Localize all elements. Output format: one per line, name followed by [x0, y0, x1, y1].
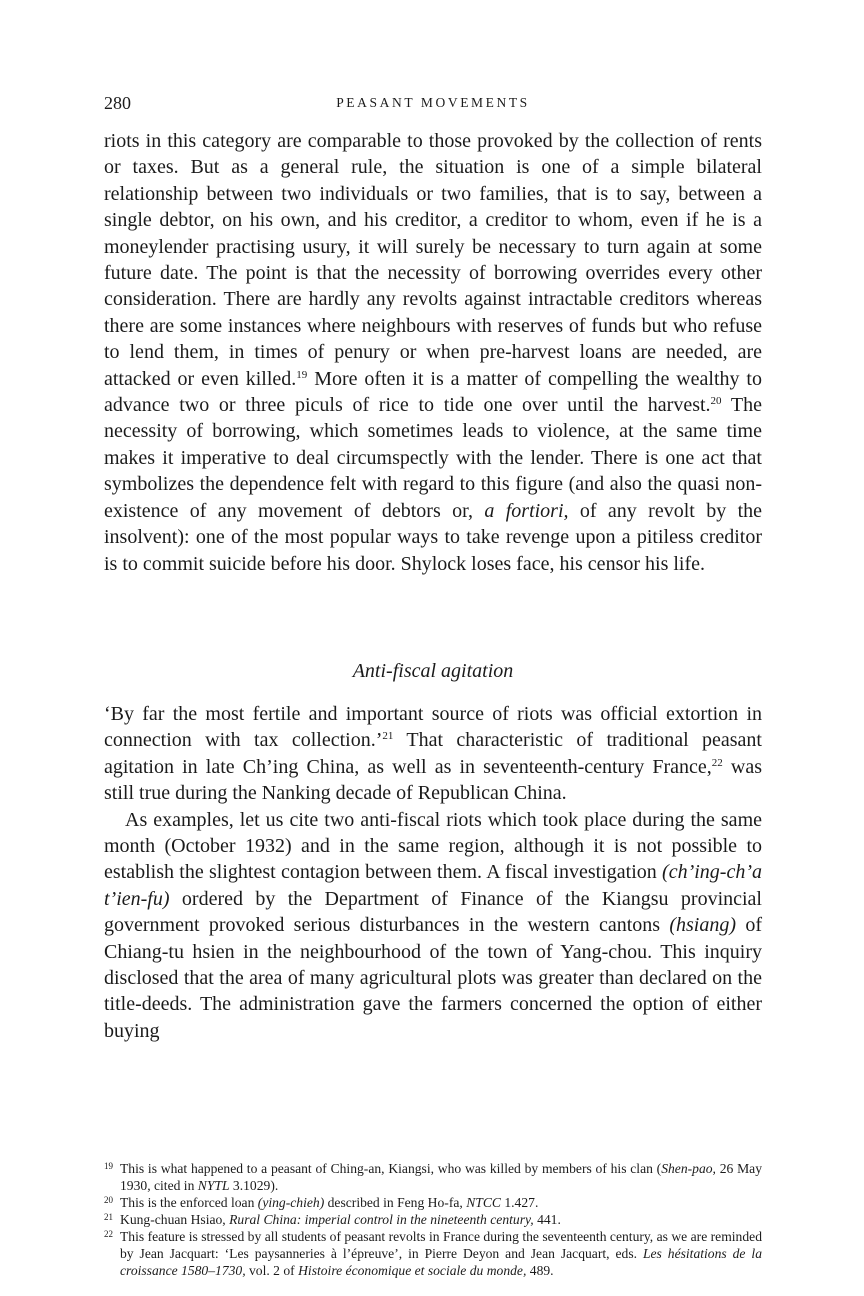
italic-term: (hsiang): [669, 914, 737, 937]
footnote-19: [104, 1160, 762, 1194]
footnote-italic: Shen-pao,: [661, 1161, 716, 1176]
footnote-italic: Histoire économique et sociale du monde,: [298, 1263, 527, 1278]
footnote-text: 26 May 1930, cited in: [120, 1161, 762, 1193]
text-span: The necessity of borrowing, which sometimes leads to violence, at the same time makes it imperative to deal circumspectly with the lender. There is one act that symbolizes the dependence felt with regard to this figure (and also the quasi non-existence of any movement of debtors or,: [104, 394, 762, 522]
footnote-number: 21: [104, 1212, 113, 1222]
footnote-text: This is the enforced loan: [120, 1195, 258, 1210]
footnote-text: Kung-chuan Hsiao,: [120, 1212, 230, 1227]
footnote-text: 489.: [526, 1263, 554, 1278]
footnote-21: [104, 1211, 762, 1228]
footnote-text: 441.: [533, 1212, 561, 1227]
footnote-italic: (ying-chieh): [257, 1195, 325, 1210]
footnote-ref-19[interactable]: 19: [296, 368, 308, 381]
running-head: [104, 93, 762, 113]
footnote-italic: Rural China: imperial control in the nineteenth century,: [229, 1212, 534, 1227]
footnote-italic: Les hésitations de la croissance 1580–1730,: [120, 1246, 762, 1278]
paragraph-debt: [104, 128, 762, 577]
body-text-lower: [104, 701, 762, 1044]
footnote-ref-21[interactable]: 21: [382, 730, 394, 743]
footnote-number: 22: [104, 1229, 113, 1239]
italic-term: a fortiori,: [484, 499, 569, 522]
body-text-upper: [104, 128, 762, 577]
text-span: That characteristic of traditional peasant agitation in late Ch’ing China, as well as in seventeenth-century France,: [104, 729, 762, 778]
paragraph-examples: [104, 807, 762, 1045]
footnote-text: described in Feng Ho-fa,: [324, 1195, 467, 1210]
text-span: More often it is a matter of compelling the wealthy to advance two or three piculs of rice to tide one over until the harvest.: [104, 367, 762, 417]
footnote-22: [104, 1228, 762, 1279]
page-number: 280: [104, 93, 131, 113]
text-span: As examples, let us cite two anti-fiscal riots which took place during the same month (October 1932) and in the same region, although it is not possible to establish the slightest contagion between them. A fiscal investigation: [104, 808, 762, 884]
footnote-text: vol. 2 of: [245, 1263, 299, 1278]
text-span: of any revolt by the insolvent): one of the most popular ways to take revenge upon a pitiless creditor is to commit suicide before his door. Shylock loses face, his censor his life.: [104, 499, 763, 575]
italic-term: (ch’ing-ch’a t’ien-fu): [104, 861, 762, 910]
footnote-text: 1.427.: [500, 1195, 539, 1210]
running-title: PEASANT MOVEMENTS: [336, 95, 530, 110]
footnote-text: This feature is stressed by all students of peasant revolts in France during the seventeenth century, as we are reminded by Jean Jacquart: ‘Les paysanneries à l’épreuve’, in Pierre Deyon and Jean Jacquart, eds.: [120, 1229, 762, 1261]
footnote-ref-20[interactable]: 20: [710, 395, 722, 408]
footnote-text: 3.1029).: [229, 1178, 279, 1193]
footnote-ref-22[interactable]: 22: [711, 756, 723, 769]
footnote-number: 19: [104, 1161, 113, 1171]
text-span: ‘By far the most fertile and important source of riots was official extortion in connection with tax collection.’: [104, 703, 762, 752]
footnote-italic: NTCC: [466, 1195, 501, 1210]
text-span: was still true during the Nanking decade of Republican China.: [104, 755, 762, 805]
text-span: of Chiang-tu hsien in the neighbourhood of the town of Yang-chou. This inquiry disclosed that the area of many agricultural plots was greater than declared on the title-deeds. The administration gave the farmers concerned the option of either buying: [104, 914, 762, 1042]
text-span: riots in this category are comparable to those provoked by the collection of rents or taxes. But as a general rule, the situation is one of a simple bilateral relationship between two individuals or two families, that is to say, between a single debtor, on his own, and his creditor, a creditor to whom, even if he is a moneylender practising usury, it will surely be necessary to turn again at some future date. The point is that the necessity of borrowing overrides every other consideration. There are hardly any revolts against intractable creditors whereas there are some instances where neighbours with reserves of funds but who refuse to lend them, in times of penury or when pre-harvest loans are needed, are attacked or even killed.: [104, 130, 762, 390]
paragraph-quote: [104, 701, 762, 807]
footnote-20: [104, 1194, 762, 1211]
footnote-number: 20: [104, 1195, 113, 1205]
text-span: ordered by the Department of Finance of the Kiangsu provincial government provoked serious disturbances in the western cantons: [104, 887, 762, 937]
section-heading: Anti-fiscal agitation: [352, 660, 514, 682]
footnotes: [104, 1160, 762, 1279]
footnote-text: This is what happened to a peasant of Ching-an, Kiangsi, who was killed by members of his clan (: [120, 1161, 662, 1176]
footnote-italic: NYTL: [197, 1178, 230, 1193]
